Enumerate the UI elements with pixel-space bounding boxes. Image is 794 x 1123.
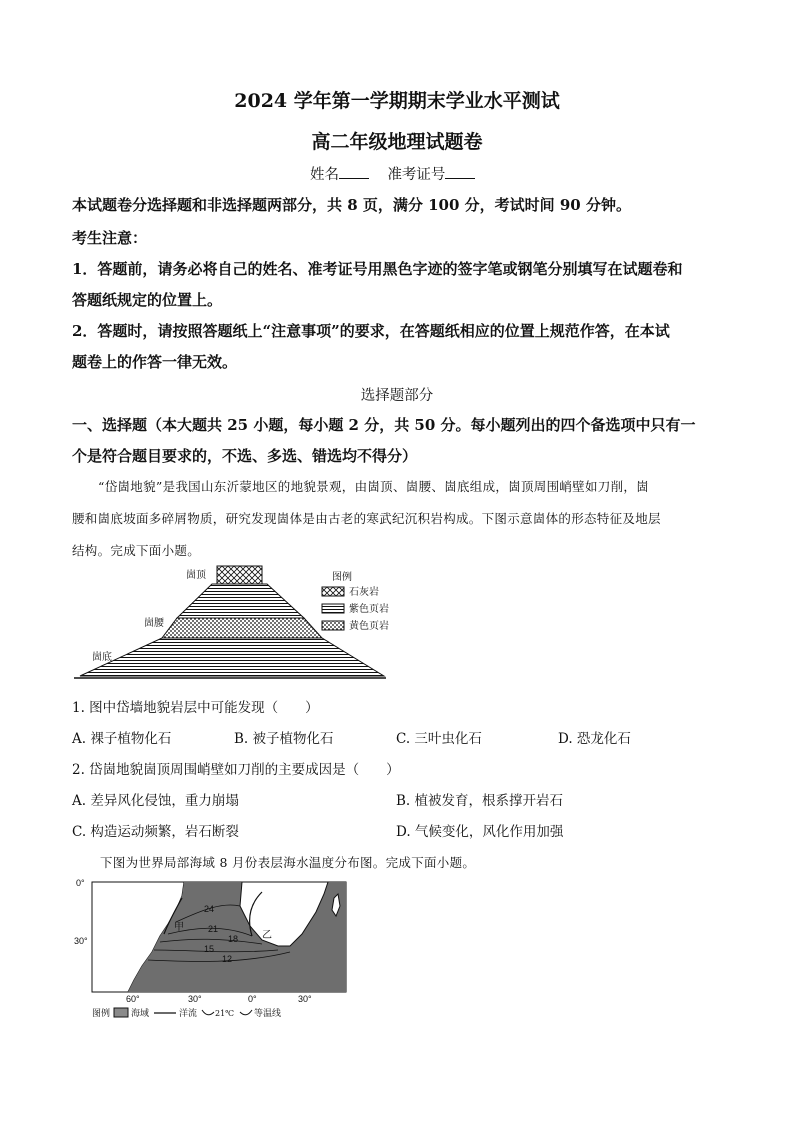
mesa-upper-purple-shale <box>177 584 304 618</box>
legend-purple-shale-swatch <box>322 604 344 613</box>
q1-option-b[interactable]: B. 被子植物化石 <box>234 731 334 747</box>
isotherm-label-21: 21 <box>208 924 219 934</box>
mesa-cross-section-figure <box>72 560 412 685</box>
name-blank <box>339 166 369 179</box>
q1-option-a[interactable]: A. 裸子植物化石 <box>72 731 172 747</box>
point-jia: 甲 <box>174 922 184 933</box>
q2-stem: 2. 岱崮地貌崮顶周围峭壁如刀削的主要成因是（ ） <box>72 762 400 778</box>
map-legend-isotherm-swatch <box>202 1010 214 1015</box>
mesa-lower-purple-shale <box>80 638 384 676</box>
lat-label-30: 30° <box>74 936 88 946</box>
section-title: 选择题部分 <box>360 388 434 404</box>
label-mesa-base: 崮底 <box>92 652 112 663</box>
q2-option-d[interactable]: D. 气候变化，风化作用加强 <box>396 824 564 840</box>
exam-subtitle: 高二年级地理试题卷 <box>311 131 483 153</box>
notice-item2-line1: 2．答题时，请按照答题纸上“注意事项”的要求，在答题纸相应的位置上规范作答，在本试 <box>72 322 670 340</box>
mesa-yellow-shale <box>162 618 322 638</box>
map-legend-isotherm-swatch-tail <box>240 1010 252 1015</box>
mesa-top-limestone <box>217 566 262 584</box>
legend-purple-shale-label: 紫色页岩 <box>349 604 389 615</box>
lon-label-60: 60° <box>126 994 140 1004</box>
map-legend-prefix: 图例 <box>92 1009 111 1019</box>
lon-label-30w: 30° <box>188 994 202 1004</box>
exam-id-label: 准考证号 <box>387 167 446 183</box>
notice-heading: 考生注意： <box>72 229 148 247</box>
isotherm-label-18: 18 <box>228 934 239 944</box>
point-yi: 乙 <box>262 930 272 941</box>
passage2: 下图为世界局部海域 8 月份表层海水温度分布图。完成下面小题。 <box>100 855 476 870</box>
map-legend-isotherm-label: 等温线 <box>254 1009 282 1019</box>
lon-label-30e: 30° <box>298 994 312 1004</box>
map-legend-sea-swatch <box>114 1008 128 1017</box>
lat-label-0: 0° <box>76 878 85 888</box>
section-heading-line1: 一、选择题（本大题共 25 小题，每小题 2 分，共 50 分。每小题列出的四个备选项中只有一 <box>72 416 696 434</box>
q2-option-b[interactable]: B. 植被发育，根系撑开岩石 <box>396 793 564 809</box>
notice-item1-line1: 1．答题前，请务必将自己的姓名、准考证号用黑色字迹的签字笔或钢笔分别填写在试题卷和 <box>72 260 683 278</box>
label-mesa-waist: 崮腰 <box>144 618 164 629</box>
isotherm-label-12: 12 <box>222 954 233 964</box>
lon-label-0: 0° <box>248 994 257 1004</box>
section-heading-line2: 个是符合题目要求的，不选、多选、错选均不得分） <box>72 447 418 465</box>
notice-item2-line2: 题卷上的作答一律无效。 <box>72 353 238 371</box>
sst-map-figure <box>72 876 362 1021</box>
passage1-line2: 腰和崮底坡面多碎屑物质，研究发现崮体是由古老的寒武纪沉积岩构成。下图示意崮体的形态特征及地层 <box>72 511 661 526</box>
passage1-line1: “岱崮地貌”是我国山东沂蒙地区的地貌景观，由崮顶、崮腰、崮底组成，崮顶周围峭壁如刀削，崮 <box>98 479 649 494</box>
candidate-info <box>310 163 475 184</box>
isotherm-label-15: 15 <box>204 944 215 954</box>
q1-option-c[interactable]: C. 三叶虫化石 <box>396 731 482 747</box>
notice-item1-line2: 答题纸规定的位置上。 <box>72 291 223 309</box>
q2-option-c[interactable]: C. 构造运动频繁，岩石断裂 <box>72 824 239 840</box>
map-legend-sea-label: 海域 <box>131 1009 150 1019</box>
legend-title: 图例 <box>332 572 352 583</box>
exam-id-blank <box>445 166 475 179</box>
legend-limestone-label: 石灰岩 <box>349 587 379 598</box>
intro-text: 本试题卷分选择题和非选择题两部分，共 8 页，满分 100 分，考试时间 90 分钟。 <box>72 196 631 214</box>
exam-title: 2024 学年第一学期期末学业水平测试 <box>234 90 560 112</box>
q2-option-a[interactable]: A. 差异风化侵蚀，重力崩塌 <box>72 793 239 809</box>
q1-option-d[interactable]: D. 恐龙化石 <box>558 731 631 747</box>
map-legend-isotherm-value: 21℃ <box>215 1009 235 1018</box>
isotherm-label-24: 24 <box>204 904 215 914</box>
legend-limestone-swatch <box>322 587 344 596</box>
legend-yellow-shale-swatch <box>322 621 344 630</box>
name-label: 姓名 <box>310 167 339 183</box>
map-legend-current-label: 洋流 <box>179 1009 198 1019</box>
legend-yellow-shale-label: 黄色页岩 <box>349 621 389 632</box>
q1-stem: 1. 图中岱墙地貌岩层中可能发现（ ） <box>72 700 319 716</box>
passage1-line3: 结构。完成下面小题。 <box>72 543 201 558</box>
label-mesa-top: 崮顶 <box>186 570 206 581</box>
